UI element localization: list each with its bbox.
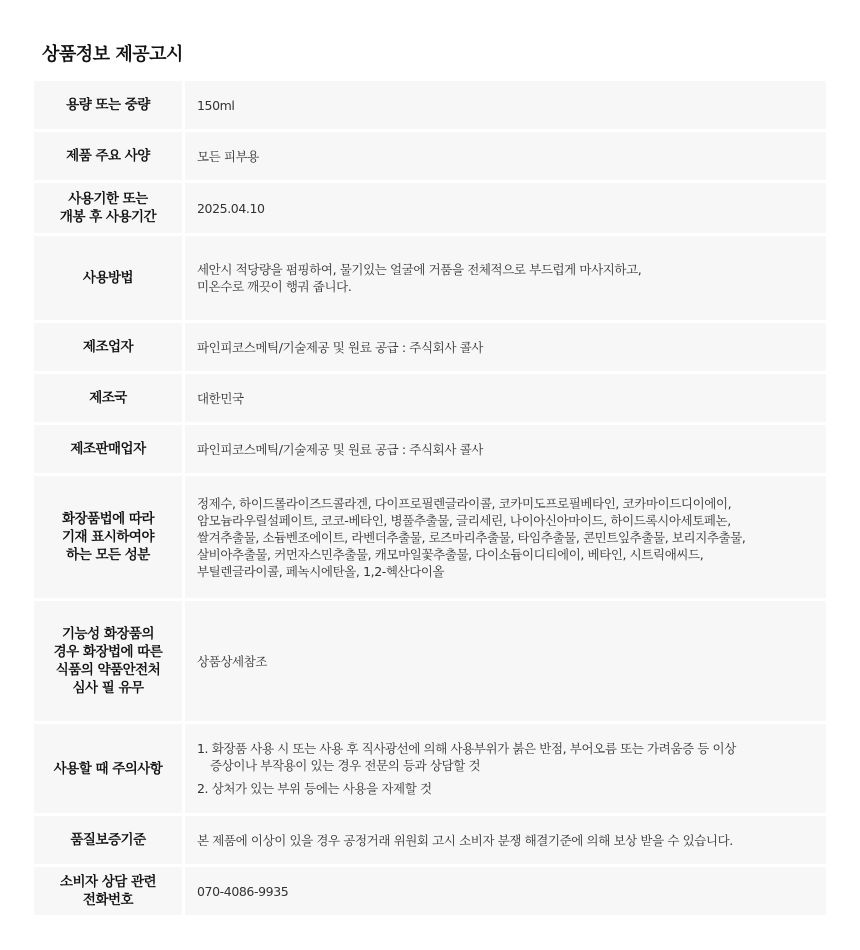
row-value-quality: 본 제품에 이상이 있을 경우 공정거래 위원회 고시 소비자 분쟁 해결기준에 의해 보상 받을 수 있습니다.	[185, 816, 826, 864]
table-row	[34, 601, 826, 721]
row-label-usage: 사용방법	[34, 236, 185, 320]
table-row	[34, 724, 826, 813]
row-label-manufacturer: 제조업자	[34, 323, 185, 371]
row-label-expiry: 사용기한 또는 개봉 후 사용기간	[34, 183, 185, 233]
row-value-ingredients: 정제수, 하이드롤라이즈드콜라겐, 다이프로필렌글라이콜, 코카미도프로필베타인, 코카마이드디이에이, 암모늄라우릴설페이트, 코코-베타인, 병풀추출물, 글리세린, 나이아신아마이드, 하이드록시아세토페논, 쌀겨추출물, 소듐벤조에이트, 라벤더추출물, 로즈마리추출물, 타임추출물, 콘민트잎추출물, 보리지추출물, 살비아추출물, 커먼자스민추출물, 캐모마일꽃추출물, 다이소듐이디티에이, 베타인, 시트릭애씨드, 부틸렌글라이콜, 페녹시에탄올, 1,2-헥산다이올	[185, 476, 826, 598]
row-label-spec: 제품 주요 사양	[34, 132, 185, 180]
row-value-manufacturer: 파인피코스메틱/기술제공 및 원료 공급 : 주식회사 콜사	[185, 323, 826, 371]
row-label-phone: 소비자 상담 관련 전화번호	[34, 867, 185, 915]
row-label-functional: 기능성 화장품의 경우 화장법에 따른 식품의 약품안전처 심사 필 유무	[34, 601, 185, 721]
row-label-quality: 품질보증기준	[34, 816, 185, 864]
row-label-distributor: 제조판매업자	[34, 425, 185, 473]
row-value-usage: 세안시 적당량을 펌핑하여, 물기있는 얼굴에 거품을 전체적으로 부드럽게 마사지하고, 미온수로 깨끗이 행궈 줍니다.	[185, 236, 826, 320]
row-value-spec: 모든 피부용	[185, 132, 826, 180]
table-row	[34, 183, 826, 233]
table-row	[34, 132, 826, 180]
caution-item: 2. 상처가 있는 부위 등에는 사용을 자제할 것	[197, 781, 432, 796]
product-info-table	[34, 78, 826, 918]
table-row	[34, 816, 826, 864]
table-row	[34, 81, 826, 129]
table-row	[34, 236, 826, 320]
table-row	[34, 476, 826, 598]
table-row	[34, 374, 826, 422]
row-value-functional: 상품상세참조	[185, 601, 826, 721]
row-label-capacity: 용량 또는 중량	[34, 81, 185, 129]
row-label-cautions: 사용할 때 주의사항	[34, 724, 185, 813]
cautions-list	[197, 740, 814, 797]
row-value-expiry: 2025.04.10	[185, 183, 826, 233]
table-row	[34, 323, 826, 371]
caution-item: 1. 화장품 사용 시 또는 사용 후 직사광선에 의해 사용부위가 붉은 반점, 부어오름 또는 가려움증 등 이상 증상이나 부작용이 있는 경우 전문의 등과 상담할 것	[197, 741, 736, 773]
row-value-cautions	[185, 724, 826, 813]
page-title: 상품정보 제공고시	[42, 44, 183, 65]
row-value-country: 대한민국	[185, 374, 826, 422]
table-row	[34, 425, 826, 473]
row-value-capacity: 150ml	[185, 81, 826, 129]
row-value-distributor: 파인피코스메틱/기술제공 및 원료 공급 : 주식회사 콜사	[185, 425, 826, 473]
row-label-country: 제조국	[34, 374, 185, 422]
row-value-phone: 070-4086-9935	[185, 867, 826, 915]
row-label-ingredients: 화장품법에 따라 기재 표시하여야 하는 모든 성분	[34, 476, 185, 598]
table-row	[34, 867, 826, 915]
